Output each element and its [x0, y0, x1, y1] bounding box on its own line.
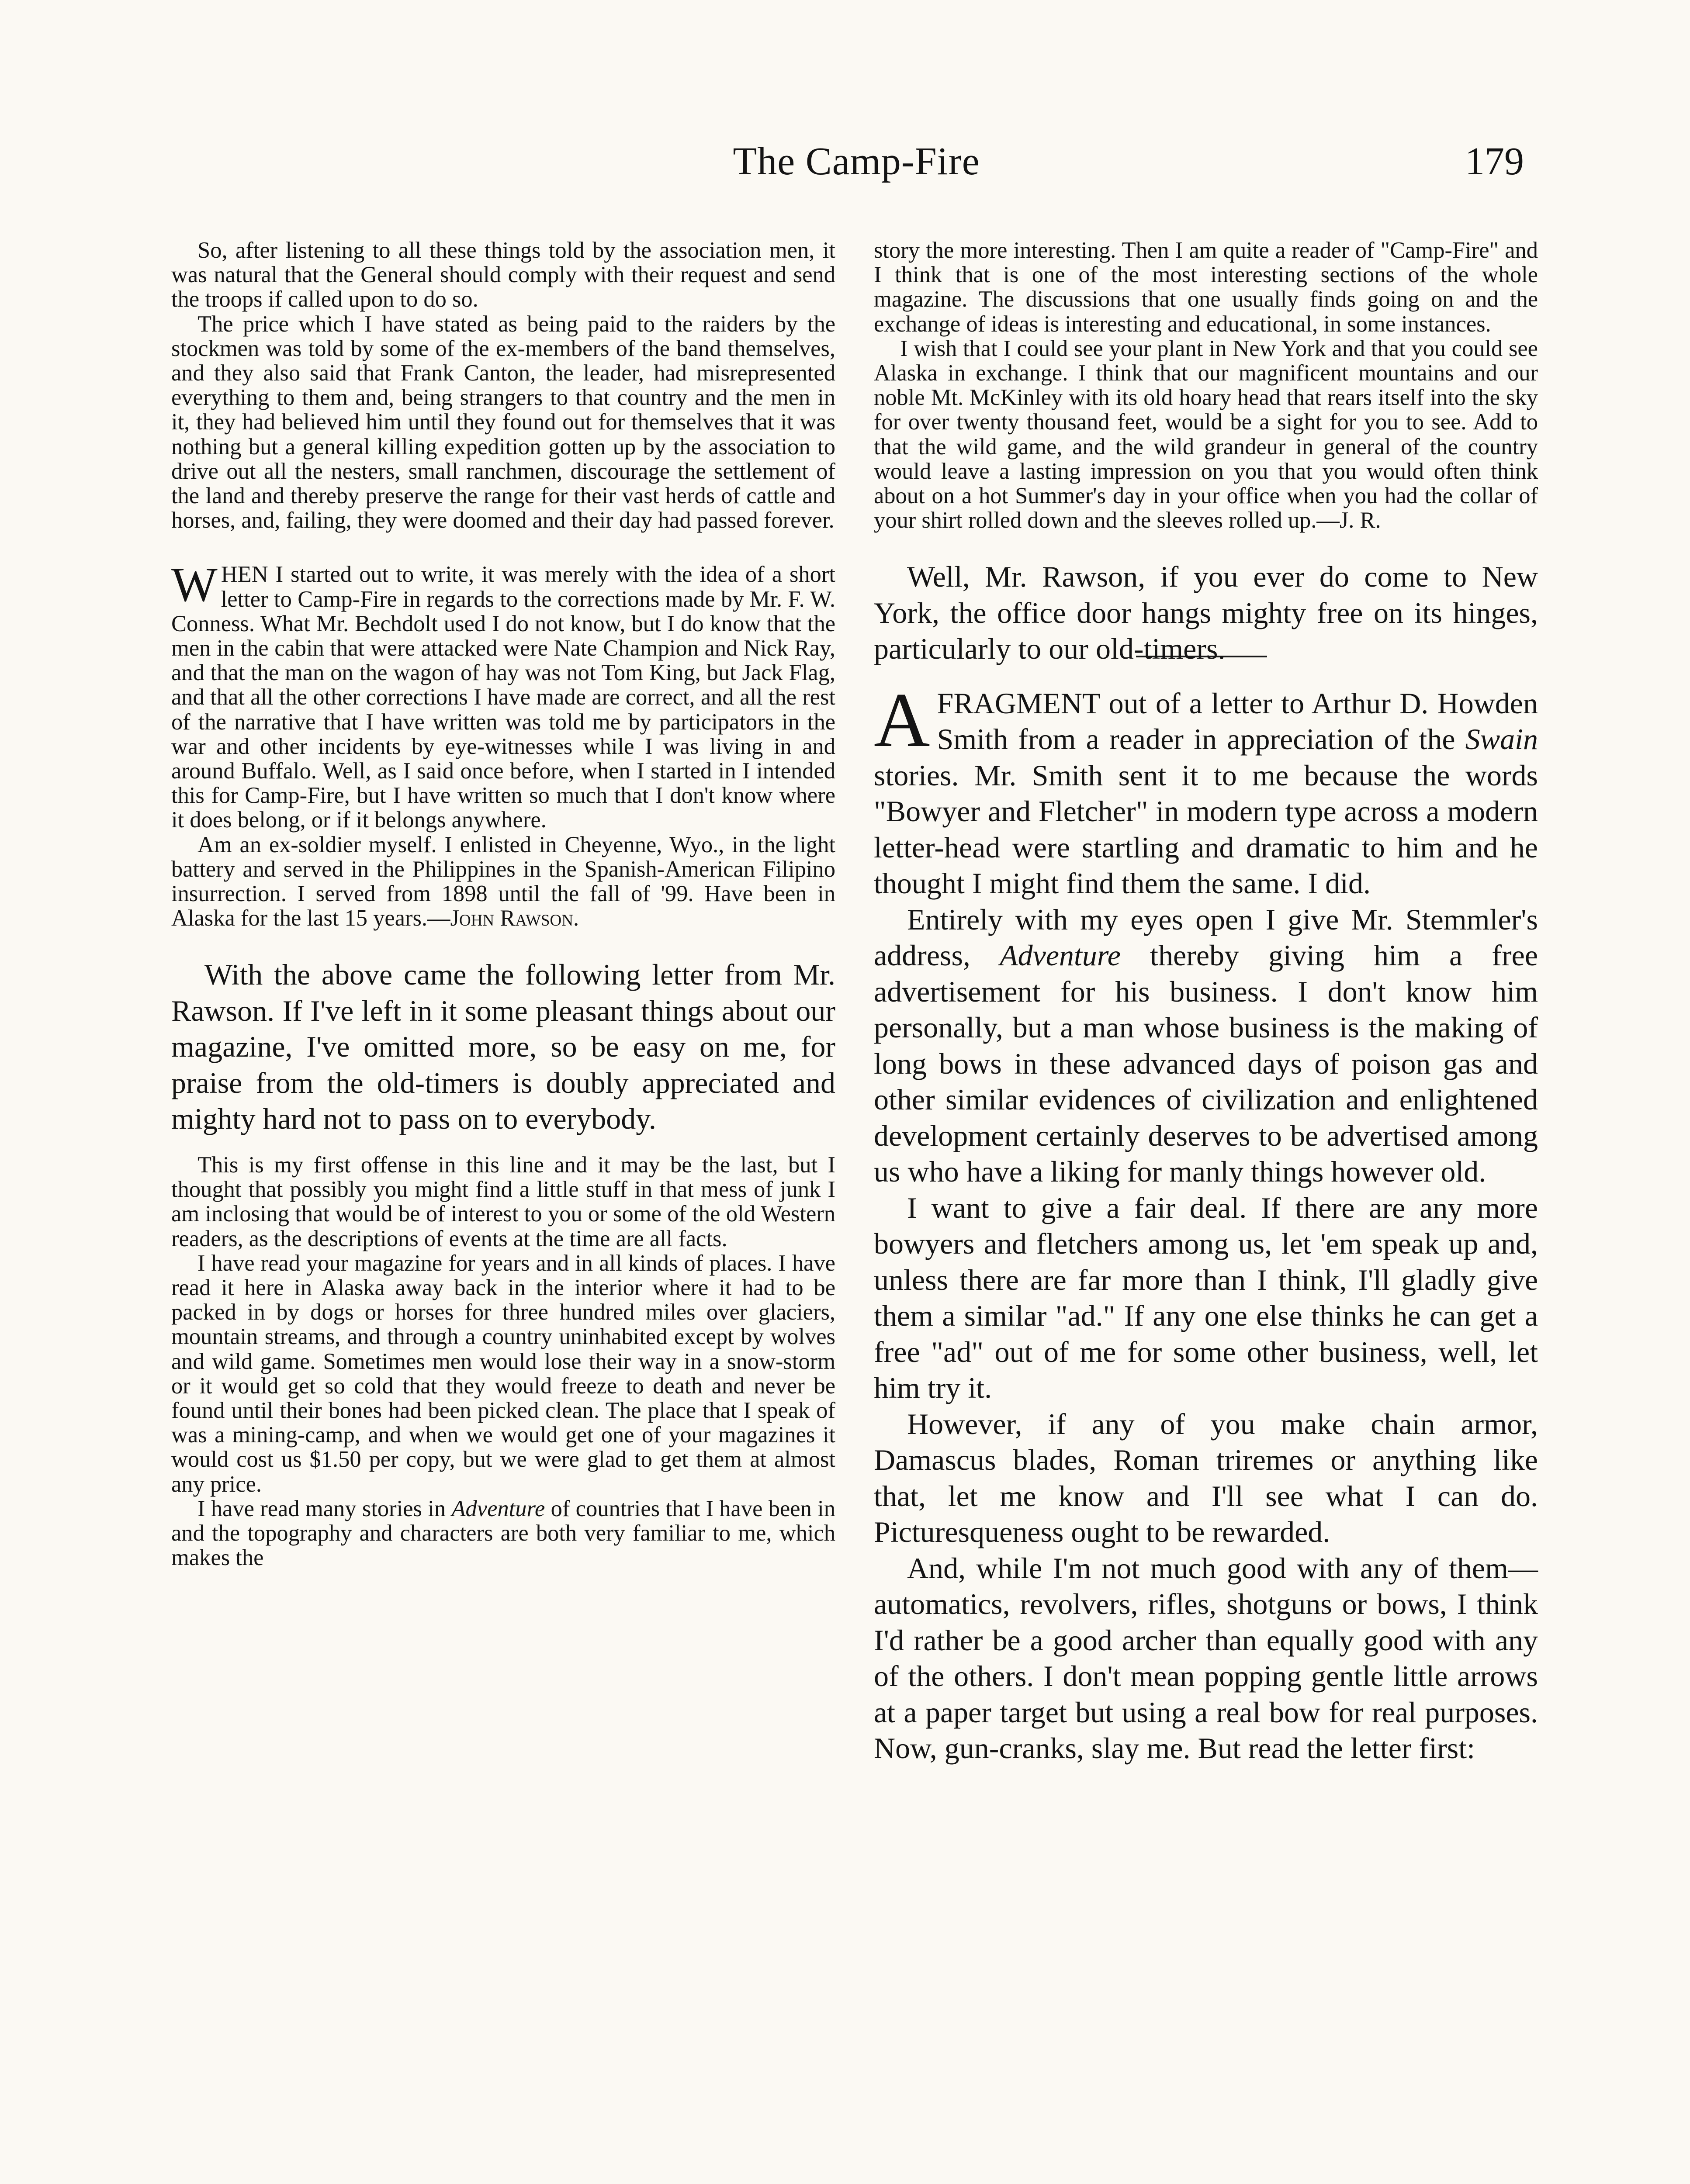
paragraph: I have read many stories in Adventure of countries that I have been in and the topography and characters are both very familiar to me, which makes the: [171, 1496, 835, 1571]
paragraph: However, if any of you make chain armor, Damascus blades, Roman triremes or anything like that, let me know and I'll see what I can do. Picturesqueness ought to be rewarded.: [874, 1407, 1538, 1549]
paragraph: I have read your magazine for years and in all kinds of places. I have read it here in Alaska away back in the interior where it had to be packed in by dogs or horses for three hundred miles over glaciers, mountain streams, and through a country uninhabited except by wolves and wild game. Sometimes men would lose their way in a snow-storm or it would get so cold that they would freeze to death and never be found until their bones had been picked clean. The place that I speak of was a mining-camp, and when we would get one of your magazines it would cost us $1.50 per copy, but we were glad to get them at almost any price.: [171, 1250, 835, 1497]
left-column: [171, 238, 835, 1570]
editor-paragraph: Well, Mr. Rawson, if you ever do come to New York, the office door hangs mighty free on its hinges, particularly to our old-timers.: [874, 560, 1538, 666]
page-number: 179: [1465, 140, 1524, 183]
editor-paragraph: With the above came the following letter from Mr. Rawson. If I've left in it some pleasant things about our magazine, I've omitted more, so be easy on me, for praise from the old-timers is doubly appreciated and mighty hard not to pass on to everybody.: [171, 958, 835, 1136]
paragraph: This is my first offense in this line and it may be the last, but I thought that possibly you might find a little stuff in that mess of junk I am inclosing that would be of interest to you or some of the old Western readers, as the descriptions of events at the time are all facts.: [171, 1152, 835, 1251]
paragraph: And, while I'm not much good with any of them—automatics, revolvers, rifles, shotguns or bows, I think I'd rather be a good archer than equally good with any of the others. I don't mean popping gentle little arrows at a paper target but using a real bow for real purposes. Now, gun-cranks, slay me. But read the letter first:: [874, 1551, 1538, 1765]
paragraph: story the more interesting. Then I am quite a reader of "Camp-Fire" and I think that is one of the most interesting sections of the whole magazine. The discussions that one usually finds going on and the exchange of ideas is interesting and educational, in some instances.: [874, 238, 1538, 337]
dropcap: A: [874, 676, 930, 763]
paragraph-with-dropcap: A FRAGMENT out of a letter to Arthur D. Howden Smith from a reader in appreciation of the Swain stories. Mr. Smith sent it to me because the words "Bowyer and Fletcher" in modern type across a modern letter-head were startling and dramatic to him and he thought I might find them the same. I did.: [874, 676, 1538, 900]
right-column: [874, 238, 1538, 1766]
paragraph: So, after listening to all these things told by the association men, it was natural that the General should comply with their request and send the troops if called upon to do so.: [171, 238, 835, 312]
paragraph: I want to give a fair deal. If there are any more bowyers and fletchers among us, let 'em speak up and, unless there are far more than I think, I'll gladly give them a similar "ad." If any one else thinks he can get a free "ad" out of me for some other business, well, let him try it.: [874, 1191, 1538, 1405]
paragraph: Am an ex-soldier myself. I enlisted in Cheyenne, Wyo., in the light battery and served in the Philippines in the Spanish-American Filipino insurrection. I served from 1898 until the fall of '99. Have been in Alaska for the last 15 years.—John Rawson.: [171, 832, 835, 931]
paragraph: The price which I have stated as being paid to the raiders by the stockmen was told by some of the ex-members of the band themselves, and they also said that Frank Canton, the leader, had misrepresented everything to them and, being strangers to that country and the men in it, they had believed him until they found out for themselves that it was nothing but a general killing expedition gotten up by the association to drive out all the nesters, small ranchmen, discourage the settlement of the land and thereby preserve the range for their vast herds of cattle and horses, and, failing, they were doomed and their day had passed forever.: [171, 311, 835, 533]
left-small-block-1: [171, 238, 835, 532]
paragraph: Entirely with my eyes open I give Mr. Stemmler's address, Adventure thereby giving him a free advertisement for his business. I don't know him personally, but a man whose business is the making of long bows in these advanced days of poison gas and other similar evidences of civilization and enlightened development certainly deserves to be advertised among us who have a liking for manly things however old.: [874, 902, 1538, 1189]
paragraph: I wish that I could see your plant in New York and that you could see Alaska in exchange. I think that our magnificent mountains and our noble Mt. McKinley with its old hoary head that rears itself into the sky for over twenty thousand feet, would be a sight for you to see. Add to that the wild game, and the wild grandeur in general of the country would leave a lasting impression on you that you would often think about on a hot Summer's day in your office when you had the collar of your shirt rolled down and the sleeves rolled up.—J. R.: [874, 335, 1538, 533]
running-header-title: The Camp-Fire: [733, 140, 980, 183]
left-large-block: [171, 957, 835, 1137]
left-small-block-2: [171, 558, 835, 931]
right-large-block-1: [874, 559, 1538, 667]
right-small-block: [874, 238, 1538, 532]
signature: John Rawson.: [450, 905, 579, 931]
right-large-block-2: [874, 676, 1538, 1766]
left-small-block-3: [171, 1153, 835, 1570]
dropcap: W: [171, 558, 218, 612]
paragraph-with-dropcap: WHEN I started out to write, it was merely with the idea of a short letter to Camp-Fire in regards to the corrections made by Mr. F. W. Conness. What Mr. Bechdolt used I do not know, but I do know that the men in the cabin that were attacked were Nate Champion and Nick Ray, and that the man on the wagon of hay was not Tom King, but Jack Flag, and that all the other corrections I have made are correct, and all the rest of the narrative that I have written was told me by participators in the war and other incidents by eye-witnesses while I was living in and around Buffalo. Well, as I said once before, when I started in I intended this for Camp-Fire, but I have written so much that I don't know where it does belong, or if it belongs anywhere.: [171, 558, 835, 833]
